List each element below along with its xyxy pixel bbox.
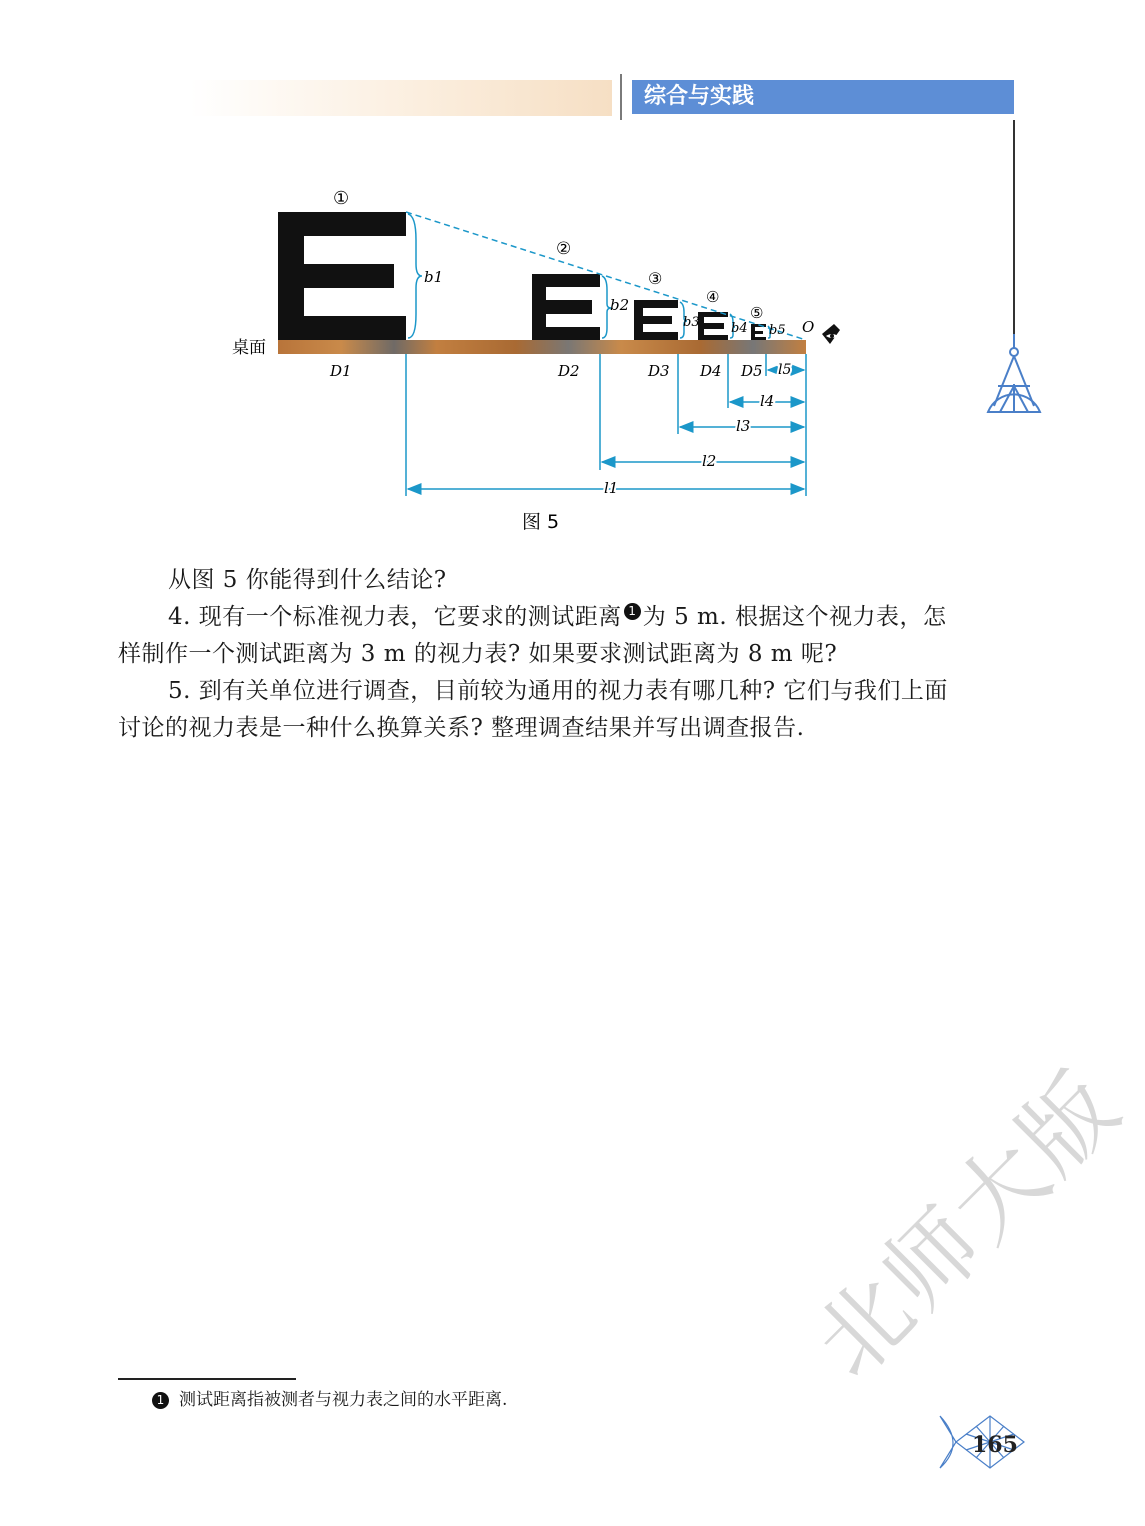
marker-2: ② (556, 239, 572, 259)
paragraph-question: 从图 5 你能得到什么结论? (168, 567, 447, 593)
marker-3: ③ (648, 269, 663, 288)
compass-icon (984, 334, 1044, 416)
position-label-2: D2 (558, 362, 580, 380)
footnote-rule (118, 1378, 296, 1380)
letter-e-4 (698, 312, 728, 340)
body-text (118, 562, 968, 747)
height-label-1: b1 (424, 268, 444, 286)
eye-icon (822, 324, 840, 344)
letter-e-2 (532, 274, 600, 340)
vision-chart-figure (220, 180, 860, 540)
position-label-4: D4 (700, 362, 722, 380)
watermark: 北师大版 (794, 1050, 1142, 1398)
exercise-4-text-start: 4. 现有一个标准视力表，它要求的测试距离 (168, 604, 622, 630)
height-label-3: b3 (683, 315, 700, 330)
height-label-4: b4 (731, 321, 748, 336)
distance-label-1: l1 (604, 479, 619, 497)
origin-label: O (802, 318, 815, 336)
header-decoration (190, 80, 612, 116)
distance-label-3: l3 (736, 417, 751, 435)
paragraph-exercise-4 (118, 599, 968, 673)
page-number: 165 (972, 1432, 1018, 1458)
height-brace-1 (408, 214, 422, 338)
height-label-2: b2 (610, 296, 630, 314)
marker-5: ⑤ (750, 304, 764, 322)
marker-4: ④ (706, 288, 720, 306)
letter-e-1 (278, 212, 406, 340)
figure-caption: 图 5 (522, 511, 560, 533)
position-label-5: D5 (741, 362, 763, 380)
position-label-1: D1 (330, 362, 352, 380)
footnote-text: 测试距离指被测者与视力表之间的水平距离. (179, 1390, 508, 1410)
margin-line (1013, 120, 1015, 334)
desk-surface (278, 340, 806, 354)
distance-label-2: l2 (702, 452, 717, 470)
exercise-4-text-end: 为 5 m. 根据这个视力表，怎样制作一个测试距离为 3 m 的视力表? 如果要求测试距离为 8 m 呢? (118, 604, 947, 667)
paragraph-exercise-5: 5. 到有关单位进行调查，目前较为通用的视力表有哪几种? 它们与我们上面讨论的视力表是一种什么换算关系? 整理调查结果并写出调查报告. (118, 678, 948, 741)
footnote-marker[interactable]: 1 (624, 603, 641, 620)
footnote (150, 1388, 507, 1412)
distance-label-4: l4 (760, 392, 775, 410)
header-separator (620, 74, 622, 120)
footnote-bullet: 1 (152, 1392, 169, 1409)
marker-1: ① (333, 188, 350, 209)
height-label-5: b5 (769, 323, 786, 338)
desk-label: 桌面 (232, 338, 266, 358)
distance-label-5: l5 (778, 362, 792, 378)
section-title: 综合与实践 (632, 80, 1014, 114)
letter-e-3 (634, 300, 678, 340)
position-label-3: D3 (648, 362, 670, 380)
